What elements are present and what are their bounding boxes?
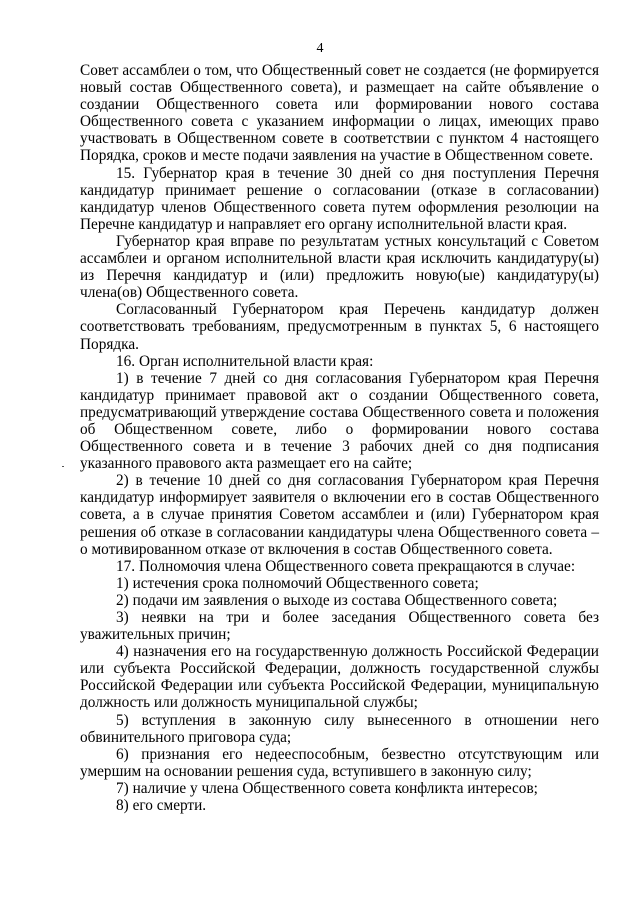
paragraph: Согласованный Губернатором края Перечень кандидатур должен соответствовать требованиям, предусмотренным в пунктах 5, 6 настоящего Порядка. xyxy=(80,301,599,353)
paragraph-16: 16. Орган исполнительной власти края: xyxy=(116,352,374,370)
list-item: 3) неявки на три и более заседания Общественного совета без уважительных причин; xyxy=(80,609,599,644)
paragraph-15: 15. Губернатор края в течение 30 дней со дня поступления Перечня кандидатур принимает решение о согласовании (отказе в согласовании) кандидатур членов Общественного совета путем оформления резолюции на Перечне кандидатур и направляет его органу исполнительной власти края. xyxy=(80,164,599,233)
paragraph: Губернатор края вправе по результатам устных консультаций с Советом ассамблеи и органом исполнительной власти края исключить кандидатуру(ы) из Перечня кандидатур и (или) предложить новую(ые) кандидатуру(ы) члена(ов) Общественного совета. xyxy=(80,232,599,302)
paragraph: Совет ассамблеи о том, что Общественный совет не создается (не формируется новый состав Общественного совета), и размещает на сайте объявление о создании Общественного совета или формировании нового состава Общественного совета с указанием информации о лицах, имеющих право участвовать в Общественном совете в соответствии с пунктом 4 настоящего Порядка, сроков и месте подачи заявления на участие в Общественном совете. xyxy=(80,62,599,165)
list-item: 4) назначения его на государственную должность Российской Федерации или субъекта Российской Федерации, должность государственной службы Российской Федерации или субъекта Российской Федерации, муниципальную должность или должность муниципальной службы; xyxy=(80,643,599,712)
paragraph-17: 17. Полномочия члена Общественного совета прекращаются в случае: xyxy=(116,557,576,575)
list-item: 2) в течение 10 дней со дня согласования Губернатором края Перечня кандидатур информирует заявителя о включении его в состав Общественного совета, а в случае принятия Советом ассамблеи и (или) Губернатором края решения об отказе в согласовании кандидатуры члена Общественного совета – о мотивированном отказе от включения в состав Общественного совета. xyxy=(80,472,599,558)
list-item: 6) признания его недееспособным, безвестно отсутствующим или умершим на основании решения суда, вступившего в законную силу; xyxy=(80,745,599,780)
list-item: 7) наличие у члена Общественного совета конфликта интересов; xyxy=(116,779,538,797)
list-item: 8) его смерти. xyxy=(116,797,207,815)
list-item: 5) вступления в законную силу вынесенного в отношении него обвинительного приговора суда; xyxy=(80,711,599,746)
body-text xyxy=(80,62,599,814)
list-item: 2) подачи им заявления о выходе из состава Общественного совета; xyxy=(116,591,558,609)
list-item: 1) истечения срока полномочий Общественного совета; xyxy=(116,574,479,592)
margin-mark xyxy=(62,466,64,467)
list-item: 1) в течение 7 дней со дня согласования Губернатором края Перечня кандидатур принимает правовой акт о создании Общественного совета, предусматривающий утверждение состава Общественного совета и положения об Общественном совете, либо о формировании нового состава Общественного совета и в течение 3 рабочих дней со дня подписания указанного правового акта размещает его на сайте; xyxy=(80,369,599,473)
page-number: 4 xyxy=(316,41,324,56)
